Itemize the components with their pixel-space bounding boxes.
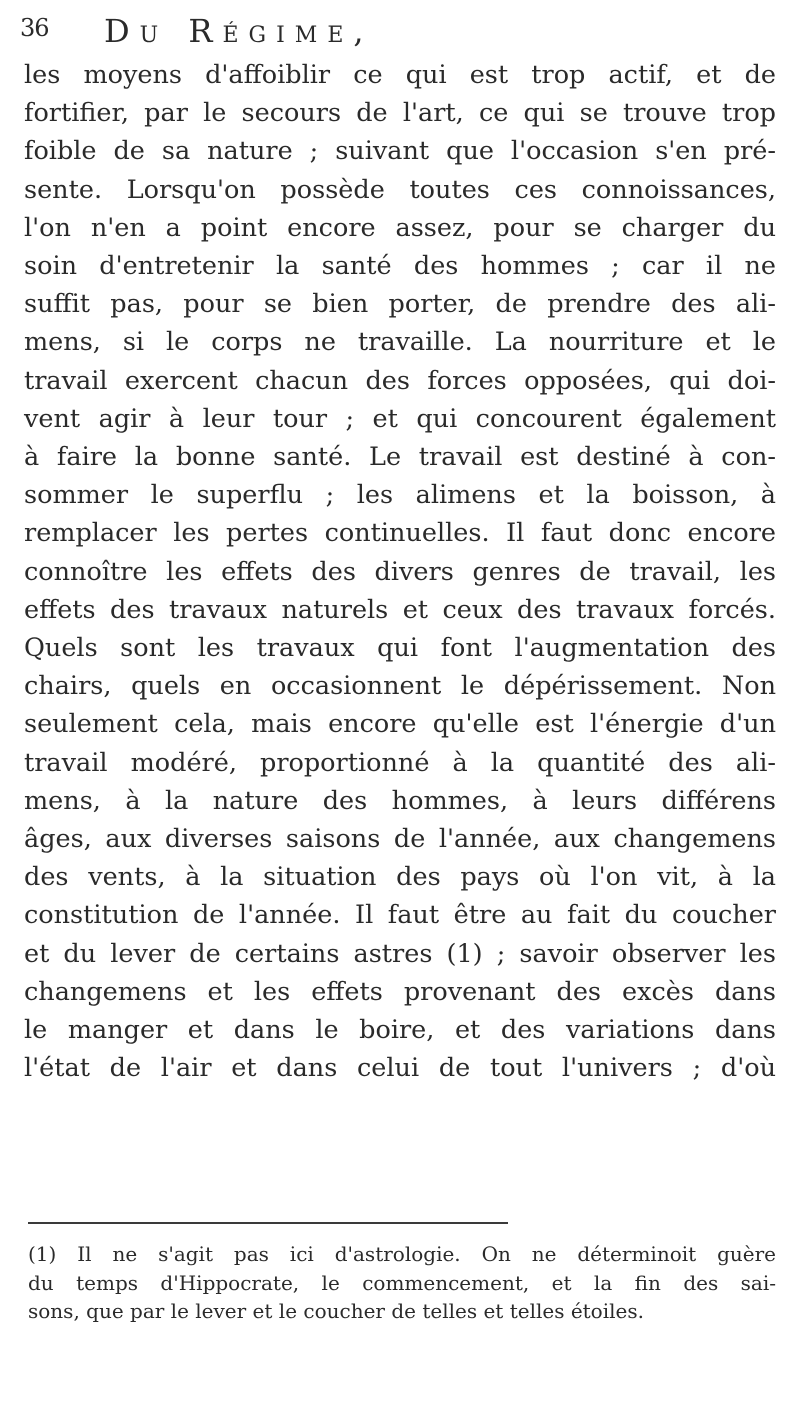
- text-line: changemens et les effets provenant des excès dans: [24, 976, 776, 1007]
- text-line: et du lever de certains astres (1) ; savoir observer les: [24, 938, 776, 969]
- text-line: fortifier, par le secours de l'art, ce qui se trouve trop: [24, 98, 776, 129]
- text-line: effets des travaux naturels et ceux des travaux forcés.: [24, 594, 776, 625]
- running-head: Du Régime,: [104, 12, 374, 50]
- text-line: à faire la bonne santé. Le travail est destiné à con-: [24, 442, 776, 473]
- page-number: 36: [20, 14, 49, 42]
- text-line: vent agir à leur tour ; et qui concourent également: [24, 403, 776, 434]
- text-line: mens, si le corps ne travaille. La nourriture et le: [24, 327, 776, 358]
- footnote-rule: [28, 1222, 508, 1224]
- body-text: [24, 56, 776, 1087]
- text-line: travail exercent chacun des forces opposées, qui doi-: [24, 365, 776, 396]
- text-line: constitution de l'année. Il faut être au fait du coucher: [24, 900, 776, 931]
- text-line: âges, aux diverses saisons de l'année, aux changemens: [24, 824, 776, 855]
- text-line: sente. Lorsqu'on possède toutes ces connoissances,: [24, 174, 776, 205]
- text-line: soin d'entretenir la santé des hommes ; car il ne: [24, 251, 776, 282]
- text-line: foible de sa nature ; suivant que l'occasion s'en pré-: [24, 136, 776, 167]
- text-line: des vents, à la situation des pays où l'on vit, à la: [24, 862, 776, 893]
- footnote: [28, 1240, 776, 1326]
- text-line: seulement cela, mais encore qu'elle est l'énergie d'un: [24, 709, 776, 740]
- text-line: le manger et dans le boire, et des variations dans: [24, 1015, 776, 1046]
- footnote-line: (1) Il ne s'agit pas ici d'astrologie. On ne déterminoit guère: [28, 1242, 776, 1266]
- text-line: l'on n'en a point encore assez, pour se charger du: [24, 212, 776, 243]
- text-line: suffit pas, pour se bien porter, de prendre des ali-: [24, 289, 776, 320]
- text-line: travail modéré, proportionné à la quantité des ali-: [24, 747, 776, 778]
- text-line: sommer le superflu ; les alimens et la boisson, à: [24, 480, 776, 511]
- text-line: Quels sont les travaux qui font l'augmentation des: [24, 633, 776, 664]
- text-line: chairs, quels en occasionnent le dépérissement. Non: [24, 671, 776, 702]
- text-line: remplacer les pertes continuelles. Il faut donc encore: [24, 518, 776, 549]
- page-header: [20, 10, 780, 60]
- text-line: mens, à la nature des hommes, à leurs différens: [24, 785, 776, 816]
- text-line: l'état de l'air et dans celui de tout l'univers ; d'où: [24, 1053, 776, 1084]
- footnote-line: sons, que par le lever et le coucher de telles et telles étoiles.: [28, 1299, 644, 1323]
- footnote-line: du temps d'Hippocrate, le commencement, et la fin des sai-: [28, 1270, 776, 1295]
- text-line: connoître les effets des divers genres de travail, les: [24, 556, 776, 587]
- text-line: les moyens d'affoiblir ce qui est trop actif, et de: [24, 60, 776, 90]
